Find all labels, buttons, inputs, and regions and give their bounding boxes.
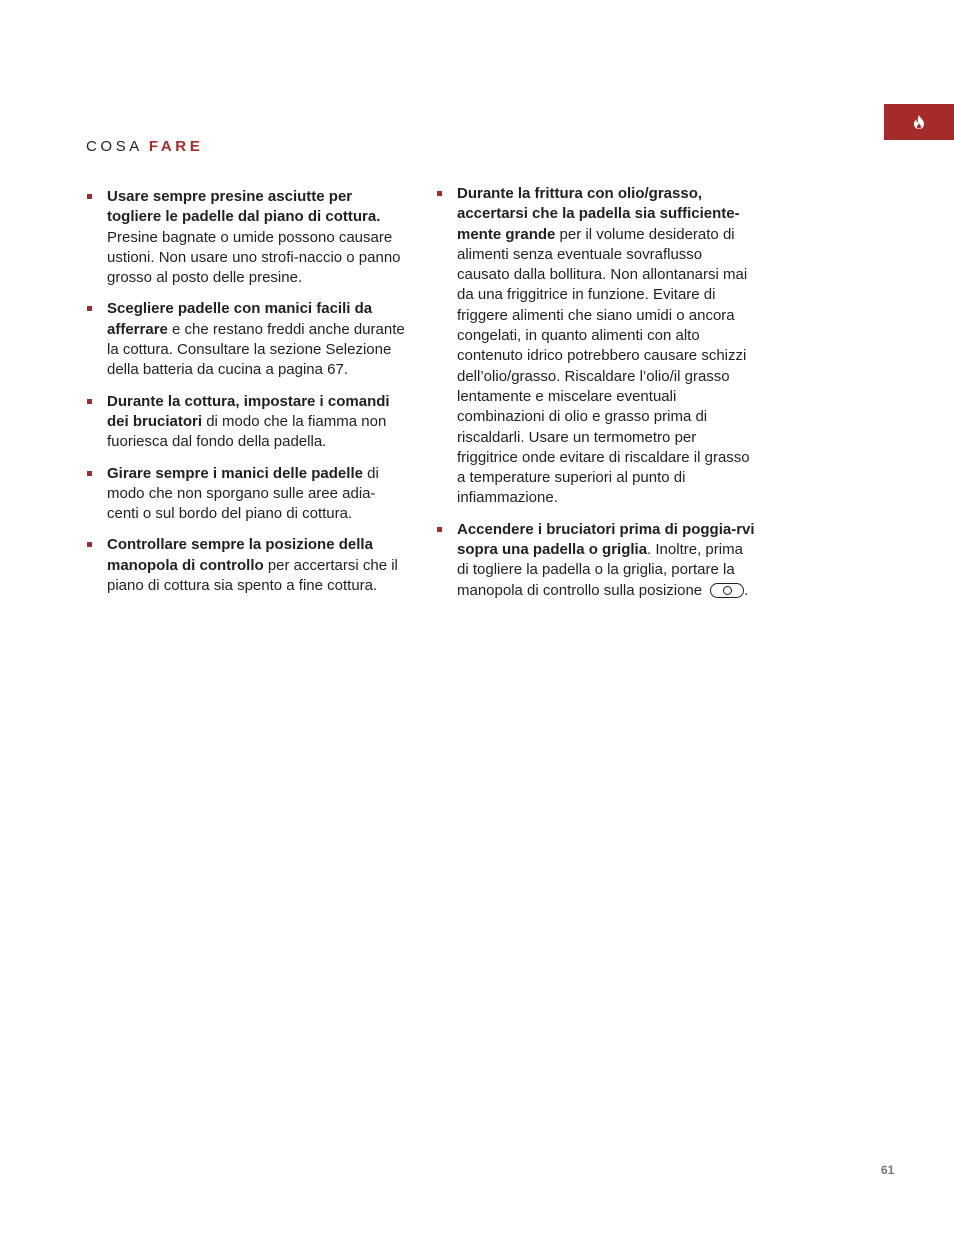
item-text: per il volume desiderato di alimenti senza eventuale sovraflusso causato dalla bollitura. Non allontanarsi mai da una friggitrice in funzione. Evitare di friggere alimenti che siano umidi o ancora congelati, in quanto alimenti con alto contenuto idrico potrebbero causare schizzi dell’olio/grasso. Riscaldare l’olio/il grasso lentamente e miscelare eventuali combinazioni di olio e grasso prima di riscaldarli. Usare un termometro per friggitrice onde evitare di riscaldare il grasso a temperature superiori al punto di infiammazione. xyxy=(457,225,750,507)
section-tab xyxy=(884,104,954,140)
item-text-end: . xyxy=(744,581,749,599)
item-bold-text: Durante la frittura con olio/grasso, accertarsi che la padella sia sufficiente-mente grande xyxy=(457,185,740,243)
item-bold-text: Accendere i bruciatori prima di poggia-rvi sopra una padella o griglia xyxy=(457,520,755,559)
item-text: per accertarsi che il piano di cottura sia spento a fine cottura. xyxy=(107,556,398,595)
list-item xyxy=(107,464,407,525)
item-text: di modo che non sporgano sulle aree adia-centi o sul bordo del piano di cottura. xyxy=(107,464,379,523)
item-text: e che restano freddi anche durante la cottura. Consultare la sezione Selezione della batteria da cucina a pagina 67. xyxy=(107,320,405,379)
item-bold-text: Usare sempre presine asciutte per togliere le padelle dal piano di cottura. xyxy=(107,188,381,226)
off-knob-icon xyxy=(710,583,744,598)
list-item xyxy=(107,535,407,596)
heading-part-2: FARE xyxy=(148,138,204,155)
list-item xyxy=(107,392,407,453)
section-heading xyxy=(86,137,203,157)
item-text: Presine bagnate o umide possono causare ustioni. Non usare uno strofi-naccio o panno grosso al posto delle presine. xyxy=(107,228,401,287)
item-text: di modo che la fiamma non fuoriesca dal fondo della padella. xyxy=(107,412,387,451)
left-column xyxy=(107,187,407,607)
list-item xyxy=(457,520,757,601)
item-bold-text: Scegliere padelle con manici facili da afferrare xyxy=(107,300,373,338)
bullet-icon xyxy=(87,194,92,199)
bullet-icon xyxy=(87,306,92,311)
right-column xyxy=(457,184,757,612)
flame-icon xyxy=(913,115,925,129)
heading-part-1: COSA xyxy=(86,138,143,155)
bullet-icon xyxy=(87,399,92,404)
item-bold-text: Girare sempre i manici delle padelle xyxy=(107,464,363,482)
item-bold-text: Controllare sempre la posizione della manopola di controllo xyxy=(107,536,373,574)
bullet-icon xyxy=(87,471,92,476)
list-item xyxy=(457,184,757,509)
bullet-icon xyxy=(87,542,92,547)
item-bold-text: Durante la cottura, impostare i comandi dei bruciatori xyxy=(107,392,390,430)
item-text: . Inoltre, prima di togliere la padella o la griglia, portare la manopola di controllo sulla posizione xyxy=(457,541,743,599)
bullet-icon xyxy=(437,191,442,196)
list-item xyxy=(107,299,407,380)
page-number: 61 xyxy=(881,1163,895,1177)
list-item xyxy=(107,187,407,288)
bullet-icon xyxy=(437,527,442,532)
